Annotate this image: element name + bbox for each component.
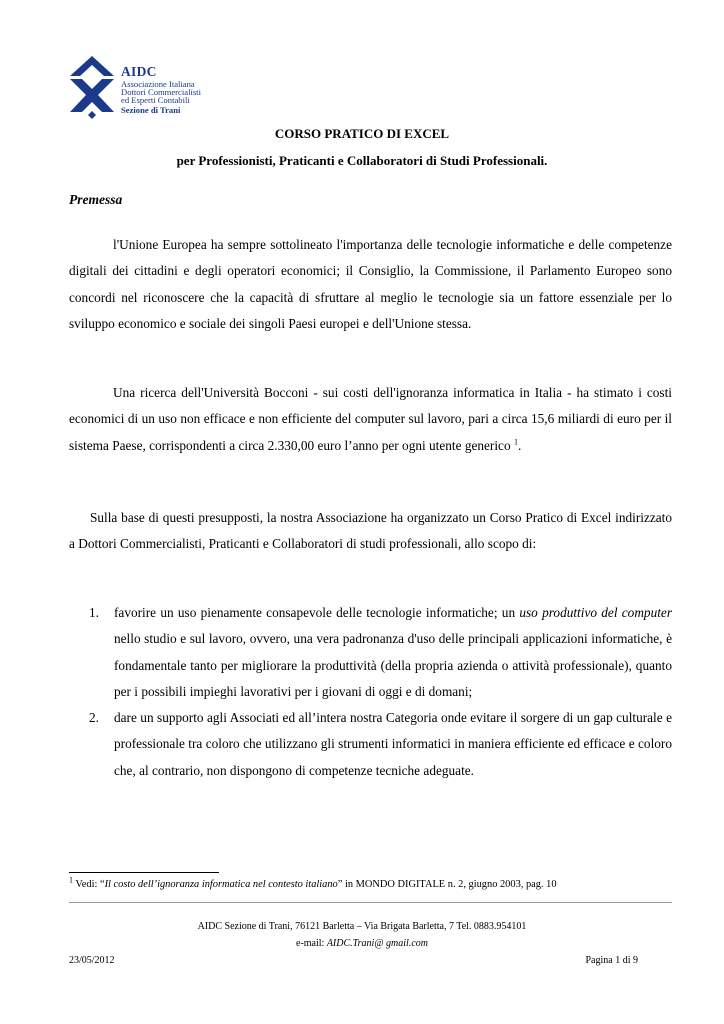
aidc-logo [68, 54, 208, 120]
list-item [69, 705, 672, 784]
list-item-text: dare un supporto agli Associati ed all’intera nostra Categoria onde evitare il sorgere di un gap culturale e professionale tra coloro che utilizzano gli strumenti informatici in maniera efficiente ed efficace e coloro che, al contrario, non dispongono di competenze tecniche adeguate. [114, 710, 672, 778]
logo-line-2: Dottori Commercialisti [121, 87, 201, 97]
footnote-mark: 1 [69, 875, 73, 885]
paragraph-2 [69, 380, 672, 459]
section-heading: Premessa [69, 192, 123, 207]
logo-name: AIDC [121, 64, 157, 79]
logo-line-3: ed Esperti Contabili [121, 95, 190, 105]
footnote-title: Il costo dell’ignoranza informatica nel contesto italiano [104, 879, 338, 890]
document-title: CORSO PRATICO DI EXCEL [274, 126, 450, 141]
paragraph-1 [69, 232, 672, 337]
footer-email-line [0, 938, 724, 949]
aidc-emblem-icon [68, 54, 116, 120]
logo-line-4: Sezione di Trani [121, 105, 181, 115]
paragraph-3-text: Sulla base di questi presupposti, la nostra Associazione ha organizzato un Corso Pratico di Excel indirizzato a Dottori Commercialisti, Praticanti e Collaboratori di studi professionali, allo scopo di: [69, 510, 672, 552]
paragraph-2-text: Una ricerca dell'Università Bocconi - sui costi dell'ignoranza informatica in Italia - ha stimato i costi economici di un uso non efficace e non efficiente del computer sul lavoro, pari a circa 15,6 miliardi di euro per il sistema Paese, corrispondenti a circa 2.330,00 euro l’anno per ogni utente generico [69, 385, 672, 453]
footer-divider [69, 902, 672, 903]
footnote-text: Vedi: “ [73, 879, 105, 890]
footnote-separator [69, 872, 219, 873]
footer-date: 23/05/2012 [69, 955, 115, 966]
footnote [69, 875, 557, 890]
footnote-reference[interactable]: 1 [513, 437, 518, 447]
list-item-emphasis: uso produttivo del computer [519, 605, 672, 620]
page-number: Pagina 1 di 9 [585, 955, 638, 966]
footer-email[interactable]: AIDC.Trani@ gmail.com [326, 938, 428, 949]
list-item-text-cont: nello studio e sul lavoro, ovvero, una vera padronanza d'uso delle principali applicazioni informatiche, è fondamentale tanto per migliorare la produttività (della propria azienda o attività professionale), quanto per i possibili impieghi lavorativi per i giovani di oggi e di domani; [114, 631, 672, 699]
list-item-text: favorire un uso pienamente consapevole delle tecnologie informatiche; un [114, 605, 520, 620]
list-item [69, 600, 672, 705]
footnote-source: ” in MONDO DIGITALE n. 2, giugno 2003, pag. 10 [337, 879, 557, 890]
list-item-number: 1. [89, 605, 99, 620]
paragraph-2-end: . [517, 437, 522, 453]
list-item-number: 2. [89, 710, 99, 726]
footer-email-label: e-mail: [296, 938, 327, 949]
paragraph-3 [69, 505, 672, 558]
paragraph-1-text: l'Unione Europea ha sempre sottolineato l'importanza delle tecnologie informatiche e delle competenze digitali dei cittadini e degli operatori economici; il Consiglio, la Commissione, il Parlamento Europeo sono concordi nel riconoscere che la capacità di sfruttare al meglio le tecnologie sia un fattore essenziale per lo sviluppo economico e sociale dei singoli Paesi europei e dell'Unione stessa. [69, 237, 672, 331]
footer-address: AIDC Sezione di Trani, 76121 Barletta – Via Brigata Barletta, 7 Tel. 0883.954101 [197, 921, 527, 932]
logo-line-1: Associazione Italiana [121, 79, 195, 89]
objectives-list [69, 600, 672, 784]
document-subtitle: per Professionisti, Praticanti e Collaboratori di Studi Professionali. [176, 153, 548, 168]
